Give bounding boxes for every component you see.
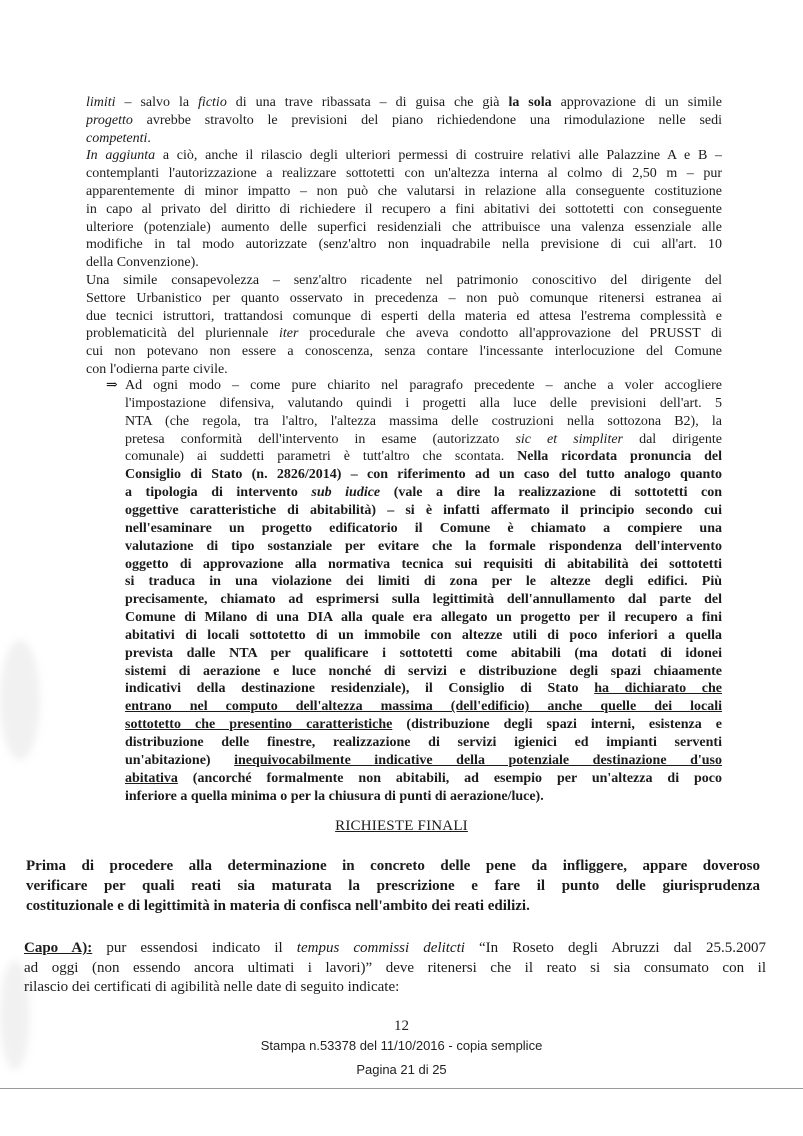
text-run: (distribuzione degli spazi interni, esistenza e (392, 717, 722, 733)
text-line (86, 147, 722, 165)
text-line (86, 183, 722, 201)
section-heading: RICHIESTE FINALI (335, 818, 468, 834)
stamp-line: Stampa n.53378 del 11/10/2016 - copia semplice (260, 1038, 543, 1053)
text-run: prevista dalle NTA per qualificare i sottotetti come abitabili (ma dotati di idonei (125, 645, 722, 661)
text-run: cui non potevano non essere a conoscenza, senza contare l'incessante interlocuzione del Comune (86, 344, 722, 360)
page-counter: Pagina 21 di 25 (356, 1062, 447, 1077)
text-line (125, 413, 722, 431)
text-line (86, 290, 722, 308)
text-line (86, 272, 722, 290)
text-run: sub iudice (311, 485, 381, 501)
text-line (125, 770, 722, 788)
text-run: – salvo la (115, 95, 199, 110)
text-run: Comune di Milano di una DIA alla quale era allegato un progetto per il recupero a fini (125, 610, 722, 626)
text-run: sic et simpliter (515, 431, 623, 447)
text-run: problematicità del pluriennale (86, 326, 279, 342)
text-line (86, 325, 722, 343)
text-run: con l'odierna parte civile. (86, 362, 228, 377)
text-line (26, 876, 760, 896)
text-run: limiti (86, 95, 116, 110)
text-run: della Convenzione). (86, 255, 199, 271)
text-run: inferiore a quella minima o per la chiusura di punti di aerazione/luce). (125, 788, 544, 804)
text-run: avrebbe stravolto le previsioni del piano richiedendone una rimodulazione nelle sedi (132, 112, 722, 128)
text-line (125, 556, 722, 574)
text-run: di una trave ribassata – di guisa che già (226, 95, 509, 110)
text-run: pretesa conformità dell'intervento in esame (autorizzato (125, 431, 516, 447)
text-run: a ciò, anche il rilascio degli ulteriori permessi di costruire relativi alle Palazzine A e B – (155, 148, 722, 164)
text-run: Capo A): (24, 940, 93, 956)
text-line (24, 938, 766, 958)
text-run: abitativa (125, 770, 178, 786)
text-run: NTA (che regola, tra l'altro, l'altezza massima delle costruzioni nella sottozona B2), la (125, 413, 722, 429)
text-run: inequivocabilmente indicative della potenziale destinazione d'uso (234, 752, 722, 768)
text-line (86, 343, 722, 361)
text-line (125, 716, 722, 734)
text-line (125, 591, 722, 609)
text-run: valutazione di tipo sostanziale per evitare che la formale rispondenza dell'intervento (125, 538, 722, 554)
text-run: Ad ogni modo – come pure chiarito nel paragrafo precedente – anche a voler accogliere (125, 378, 722, 393)
text-line (24, 958, 766, 978)
text-run: Consiglio di Stato (n. 2826/2014) – con riferimento ad un caso del tutto analogo quanto (125, 467, 722, 483)
text-run: competenti (86, 130, 148, 146)
text-run: dal dirigente (623, 431, 722, 447)
text-line (86, 308, 722, 326)
text-run: contemplanti l'autorizzazione a realizzare sottotetti con un'altezza interna al colmo di 2,50 m – pur (86, 166, 722, 182)
text-run: precisamente, chiamato ad esprimersi sulla legittimità dell'annullamento dal parte del (125, 592, 722, 608)
text-line (125, 395, 722, 413)
text-run: (ancorché formalmente non abitabili, ad esempio per un'altezza di poco (177, 770, 722, 786)
text-run: distribuzione delle finestre, realizzazione di servizi igienici ed impianti serventi (125, 735, 722, 750)
text-line (125, 734, 722, 752)
text-line (125, 752, 722, 770)
text-run: abitativi di locali sottotetto di un immobile con altezze utili di poco inferiori a quella (125, 627, 722, 643)
text-line (125, 698, 722, 716)
text-run: Nella ricordata pronuncia del (517, 449, 722, 465)
text-run: Una simile consapevolezza – senz'altro ricadente nel patrimonio conoscitivo del dirigente del (86, 273, 722, 288)
text-run: . (147, 130, 151, 146)
text-run: oggetto di approvazione alla normativa tecnica sui requisiti di abitabilità dei sottotetti (125, 556, 722, 572)
text-line (125, 431, 722, 449)
text-run: l'impostazione difensiva, valutando quindi i progetti alla luce delle previsioni dell'art. 5 (125, 395, 722, 411)
text-run: approvazione di un simile (551, 95, 722, 110)
text-run: rilascio dei certificati di agibilità nelle date di seguito indicate: (24, 979, 400, 995)
text-run: Settore Urbanistico per quanto osservato in precedenza – non può comunque ritenersi estranea ai (86, 290, 722, 306)
text-line (86, 236, 722, 254)
text-run: ha dichiarato che (594, 681, 722, 697)
text-run: fictio (198, 95, 227, 110)
text-run: un'abitazione) (125, 752, 235, 768)
text-line (86, 165, 722, 183)
text-line (24, 977, 766, 997)
text-run: due tecnici istruttori, trattandosi comunque di esperti della materia ed attesa l'estrema complessità e (86, 308, 722, 324)
text-line (86, 201, 722, 219)
text-line (26, 856, 760, 876)
text-run: modifiche in tal modo autorizzate (senz'altro non inquadrabile nella previsione di cui all'art. 10 (86, 237, 722, 253)
text-line (125, 466, 722, 484)
text-line (125, 645, 722, 663)
text-run: pur essendosi indicato il (92, 940, 297, 956)
text-line (125, 573, 722, 591)
text-run: comunale) ai suddetti parametri è tutt'altro che scontata. (125, 449, 518, 465)
text-line (125, 502, 722, 520)
text-run: si traduca in una violazione dei limiti di zona per le altezze degli edifici. Più (125, 574, 722, 590)
text-run: nell'esaminare un progetto edificatorio il Comune è chiamato a compiere una (125, 520, 722, 536)
text-run: procedurale che aveva condotto all'approvazione del PRUSST di (298, 326, 722, 342)
text-run: progetto (86, 112, 133, 128)
text-run: verificare per quali reati sia maturata la prescrizione e fare il punto delle giurisprudenza (26, 878, 760, 894)
text-run: ulteriore (potenziale) aumento delle superfici residenziali che attribuisce una valenza essenziale alle (86, 219, 722, 235)
text-run: Prima di procedere alla determinazione in concreto delle pene da infliggere, appare doveroso (26, 858, 760, 874)
text-run: indicativi della destinazione residenziale), il Consiglio di Stato (125, 681, 595, 697)
text-run: ad oggi (non essendo ancora ultimati i lavori)” deve ritenersi che il reato si sia consumato con il (24, 959, 766, 976)
text-line (125, 520, 722, 538)
text-run: In aggiunta (86, 148, 156, 164)
text-line (125, 680, 722, 698)
text-line (86, 94, 722, 112)
text-run: “In Roseto degli Abruzzi dal 25.5.2007 (464, 940, 766, 956)
text-run: sistemi di aerazione e luce nonché di servizi e distribuzione degli spazi chiaamente (125, 663, 722, 679)
text-line (125, 609, 722, 627)
text-run: a tipologia di intervento (125, 485, 312, 501)
text-run: la sola (508, 95, 552, 110)
text-line (125, 663, 722, 681)
scan-smudge (0, 640, 40, 760)
page-separator (0, 1088, 803, 1089)
text-line (125, 377, 722, 395)
page-number: 12 (394, 1018, 409, 1034)
text-line (86, 112, 722, 130)
text-run: apparentemente di minor impatto – non può che valutarsi in relazione alla conseguente costituzione (86, 184, 722, 199)
text-line (125, 538, 722, 556)
arrow-bullet-icon: ⇒ (106, 378, 118, 393)
text-line (86, 130, 722, 148)
text-run: oggettive caratteristiche di abitabilità) – si è infatti affermato il principio secondo cui (125, 502, 722, 518)
text-line (86, 254, 722, 272)
text-line (125, 448, 722, 466)
text-run: tempus commissi delitcti (296, 940, 465, 956)
text-line (125, 484, 722, 502)
text-run: entrano nel computo dell'altezza massima (dell'edificio) anche quelle dei locali (125, 699, 722, 715)
text-run: sottotetto che presentino caratteristiche (125, 717, 393, 733)
text-run: in capo al privato del diritto di richiedere il recupero a fini abitativi dei sottotetti con conseguente (86, 201, 722, 217)
text-line (125, 788, 722, 806)
text-line (125, 627, 722, 645)
text-run: (vale a dire la realizzazione di sottotetti con (380, 485, 722, 501)
text-line (26, 896, 760, 916)
text-run: costituzionale e di legittimità in materia di confisca nell'ambito dei reati edilizi. (26, 898, 530, 914)
text-run: iter (278, 326, 299, 342)
text-line (86, 219, 722, 237)
